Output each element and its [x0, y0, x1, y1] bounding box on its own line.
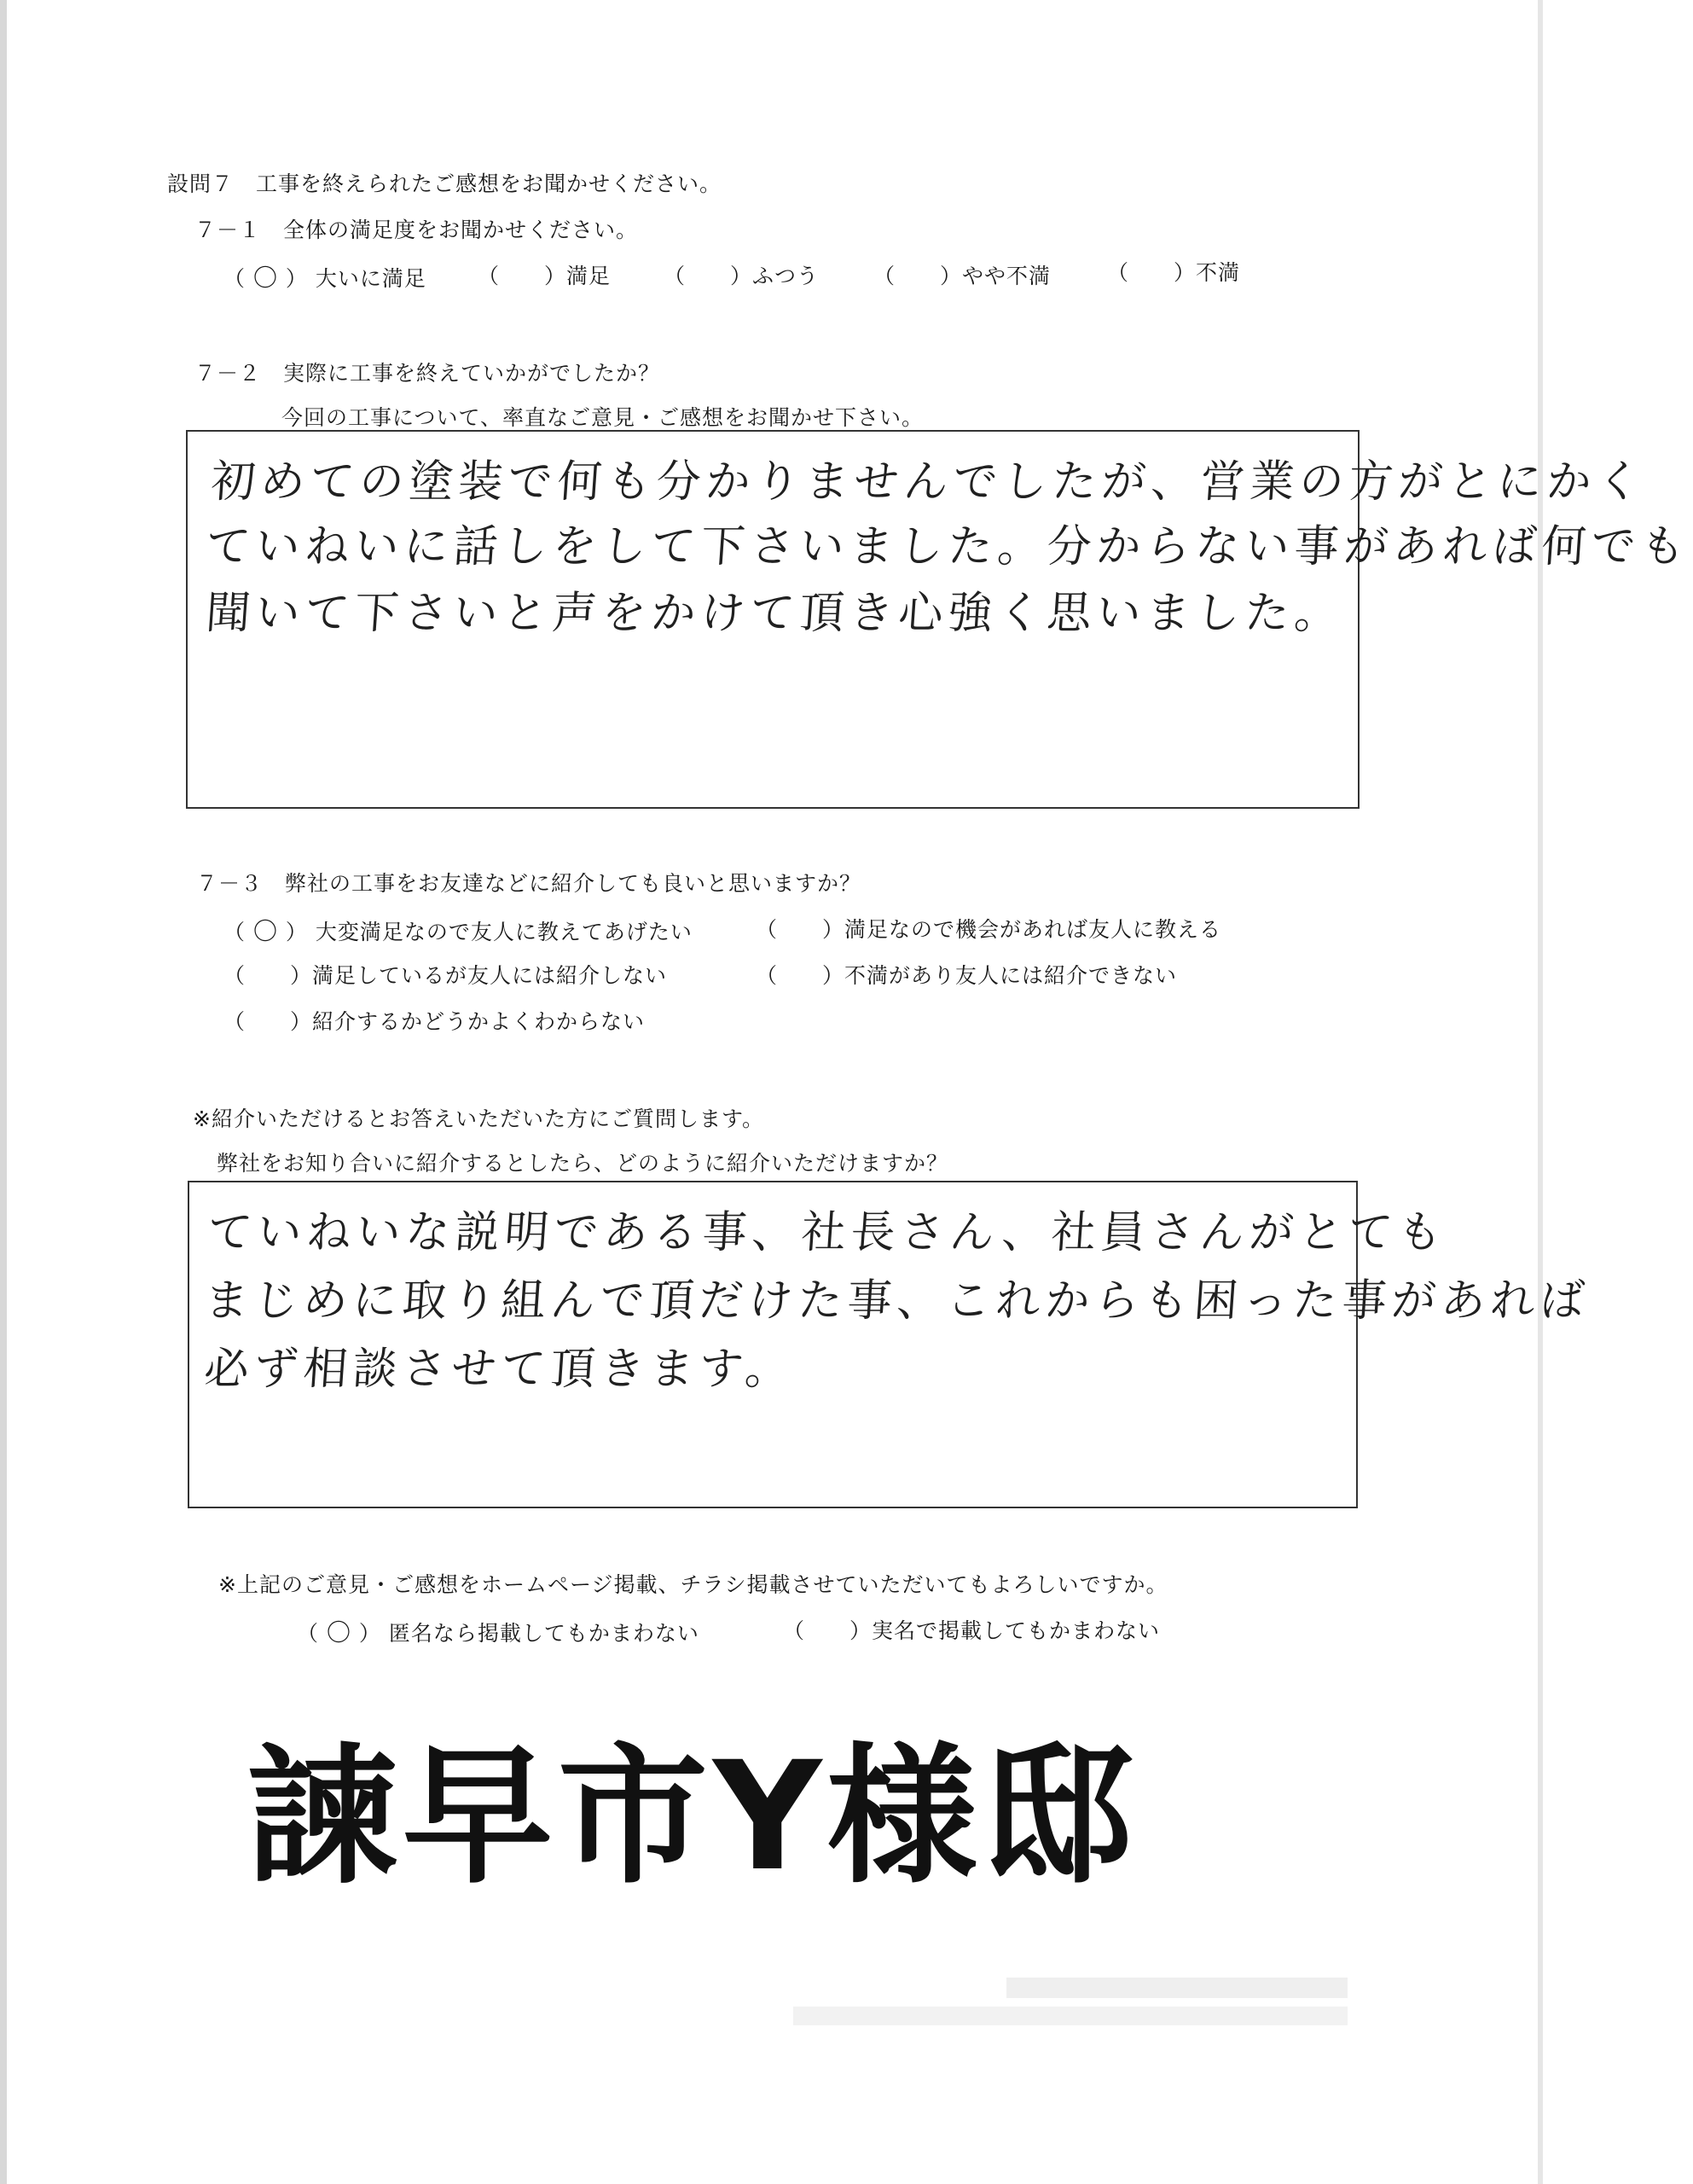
q7-1-option-4[interactable]: （ ）やや不満: [873, 264, 1052, 288]
handwritten-line: 必ず相談させて頂きます。: [202, 1344, 797, 1395]
question-7-2-sub: 今回の工事について、率直なご意見・ご感想をお聞かせ下さい。: [281, 405, 925, 430]
page-edge: [1538, 0, 1543, 2184]
answer-box-7-2[interactable]: [186, 430, 1692, 809]
question-7-3-label: ７－３ 弊社の工事をお友達などに紹介しても良いと思いますか？: [196, 871, 862, 896]
handwritten-line: ていねいに話しをして下さいました。分からない事があれば何でも: [204, 521, 1692, 572]
question-7-title: 設問７ 工事を終えられたご感想をお聞かせください。: [167, 171, 722, 196]
question-7-1-label: ７－１ 全体の満足度をお聞かせください。: [194, 218, 639, 242]
checked-mark: 〇: [252, 917, 278, 945]
q7-1-option-3[interactable]: （ ）ふつう: [664, 264, 820, 288]
overlay-title: 諫早市Y様邸: [247, 1729, 1138, 1904]
page-edge: [0, 0, 7, 2184]
publish-question: ※上記のご意見・ご感想をホームページ掲載、チラシ掲載させていただいてもよろしいですか。: [218, 1572, 1168, 1597]
q7-3-option-5[interactable]: （ ）紹介するかどうかよくわからない: [223, 1009, 646, 1034]
handwritten-line: 初めての塗装で何も分かりませんでしたが、営業の方がとにかく: [209, 456, 1648, 508]
q7-3-option-1[interactable]: （ 〇 ） 大変満足なので友人に教えてあげたい: [223, 917, 693, 945]
handwritten-line: 聞いて下さいと声をかけて頂き心強く思いました。: [204, 588, 1346, 639]
referral-note: ※紹介いただけるとお答えいただいた方にご質問します。: [193, 1107, 764, 1131]
q7-1-option-1[interactable]: （ 〇 ） 大いに満足: [223, 264, 426, 292]
q7-1-option-5[interactable]: （ ）不満: [1107, 260, 1241, 285]
handwritten-line: ていねいな説明である事、社長さん、社員さんがとても: [206, 1207, 1449, 1258]
q7-1-option-2[interactable]: （ ）満足: [478, 264, 612, 288]
answer-box-referral[interactable]: [188, 1181, 1592, 1508]
publish-option-1[interactable]: （ 〇 ） 匿名なら掲載してもかまわない: [297, 1618, 699, 1647]
referral-question: 弊社をお知り合いに紹介するとしたら、どのように紹介いただけますか？: [217, 1151, 949, 1176]
handwritten-line: まじめに取り組んで頂だけた事、これからも困った事があれば: [202, 1275, 1592, 1327]
question-7-2-label: ７－２ 実際に工事を終えていかがでしたか？: [194, 361, 661, 386]
faded-bleed-through: [1006, 1978, 1348, 1998]
q7-3-option-4[interactable]: （ ）不満があり友人には紹介できない: [756, 963, 1178, 988]
q7-3-option-3[interactable]: （ ）満足しているが友人には紹介しない: [223, 963, 668, 988]
faded-bleed-through: [793, 2007, 1348, 2025]
checked-mark: 〇: [326, 1618, 351, 1647]
checked-mark: 〇: [252, 264, 278, 292]
q7-3-option-2[interactable]: （ ）満足なので機会があれば友人に教える: [756, 917, 1222, 942]
publish-option-2[interactable]: （ ）実名で掲載してもかまわない: [783, 1618, 1161, 1643]
